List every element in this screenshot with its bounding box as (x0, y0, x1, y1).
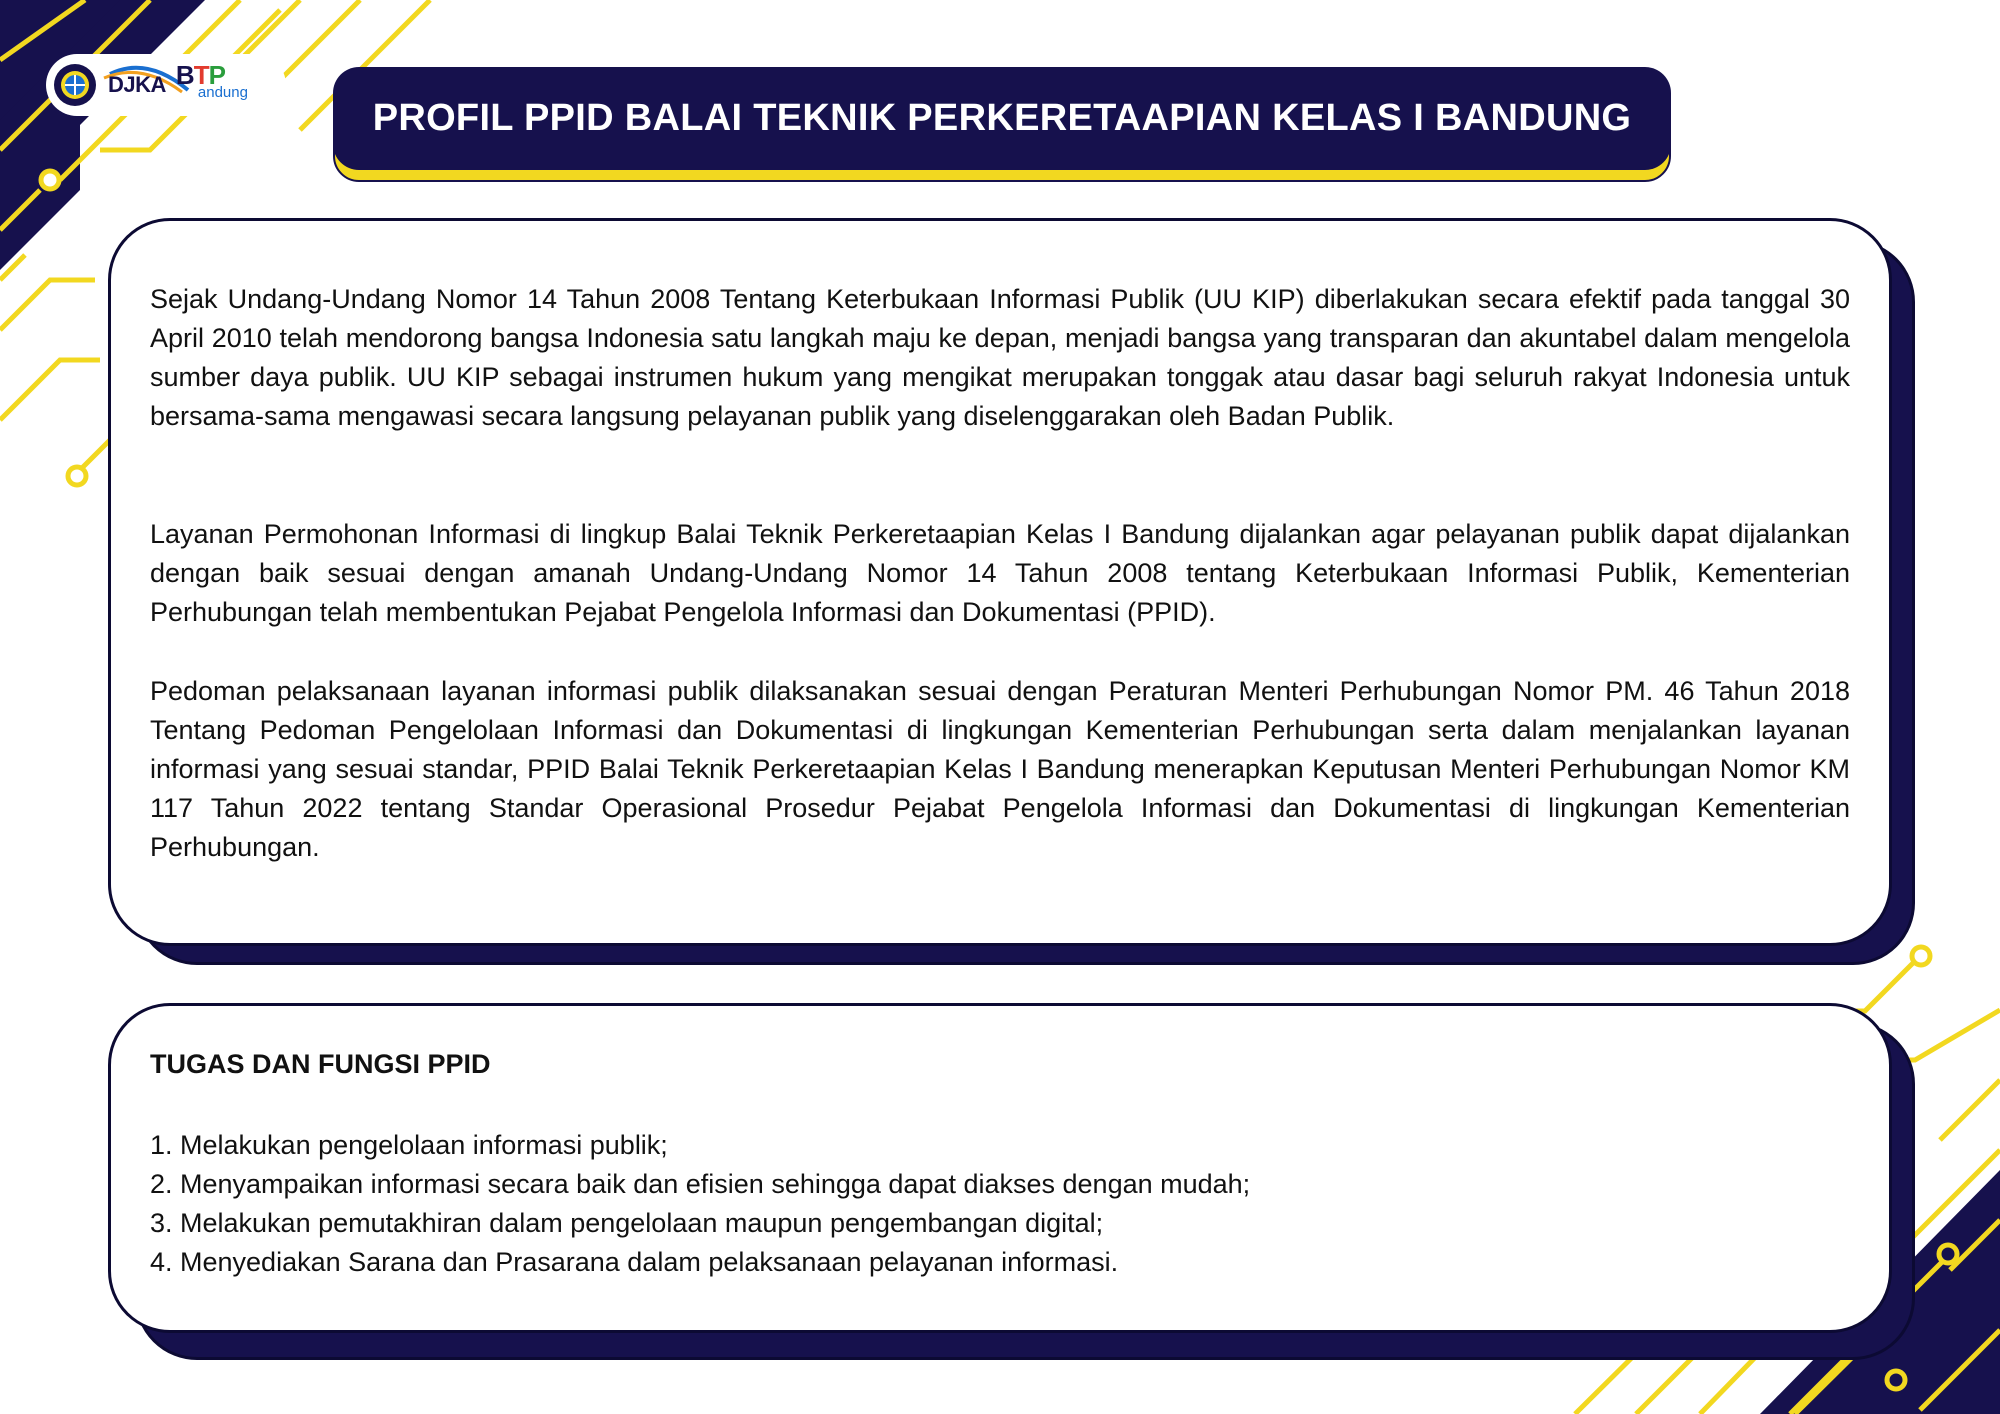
djka-logo-text: DJKA (108, 72, 166, 97)
duties-list (150, 1126, 1250, 1282)
btp-letter-t: T (193, 60, 209, 90)
page-title: PROFIL PPID BALAI TEKNIK PERKERETAAPIAN KELAS I BANDUNG (333, 67, 1671, 170)
djka-logo (108, 72, 166, 98)
list-item: 3. Melakukan pemutakhiran dalam pengelolaan maupun pengembangan digital; (150, 1208, 1104, 1238)
circuit-node (1939, 1245, 1957, 1263)
list-item: 2. Menyampaikan informasi secara baik dan efisien sehingga dapat diakses dengan mudah; (150, 1169, 1251, 1199)
profile-paragraph-3: Pedoman pelaksanaan layanan informasi publik dilaksanakan sesuai dengan Peraturan Menteri Perhubungan Nomor PM. 46 Tahun 2018 Tentang Pedoman Pengelolaan Informasi dan Dokumentasi di lingkungan Kementerian Perhubungan serta dalam menjalankan layanan informasi yang sesuai standar, PPID Balai Teknik Perkeretaapian Kelas I Bandung menerapkan Keputusan Menteri Perhubungan Nomor KM 117 Tahun 2022 tentang Standar Operasional Prosedur Pejabat Pengelola Informasi dan Dokumentasi di lingkungan Kementerian Perhubungan. (150, 676, 1850, 862)
profile-paragraph-2: Layanan Permohonan Informasi di lingkup Balai Teknik Perkeretaapian Kelas I Bandung dijalankan agar pelayanan publik dapat dijalankan dengan baik sesuai dengan amanah Undang-Undang Nomor 14 Tahun 2008 tentang Keterbukaan Informasi Publik, Kementerian Perhubungan telah membentukan Pejabat Pengelola Informasi dan Dokumentasi (PPID). (150, 519, 1850, 627)
circuit-node (1887, 1371, 1905, 1389)
kemenhub-emblem-icon (52, 62, 98, 108)
profile-paragraph-1: Sejak Undang-Undang Nomor 14 Tahun 2008 Tentang Keterbukaan Informasi Publik (UU KIP) diberlakukan secara efektif pada tanggal 30 April 2010 telah mendorong bangsa Indonesia satu langkah maju ke depan, menjadi bangsa yang transparan dan akuntabel dalam mengelola sumber daya publik. UU KIP sebagai instrumen hukum yang mengikat merupakan tonggak atau dasar bagi seluruh rakyat Indonesia untuk bersama-sama mengawasi secara langsung pelayanan publik yang diselenggarakan oleh Badan Publik. (150, 284, 1850, 431)
title-banner (333, 67, 1671, 182)
circuit-node (68, 467, 86, 485)
btp-logo (176, 62, 262, 108)
btp-letter-b: B (175, 60, 194, 90)
duties-heading: TUGAS DAN FUNGSI PPID (150, 1049, 491, 1079)
list-item: 1. Melakukan pengelolaan informasi publik; (150, 1130, 668, 1160)
circuit-node (1912, 947, 1930, 965)
logo-group (48, 56, 284, 114)
btp-letter-p: P (208, 60, 225, 90)
btp-logo-subtext: andung (197, 84, 248, 101)
circuit-node (41, 171, 59, 189)
list-item: 4. Menyediakan Sarana dan Prasarana dalam pelaksanaan pelayanan informasi. (150, 1247, 1119, 1277)
